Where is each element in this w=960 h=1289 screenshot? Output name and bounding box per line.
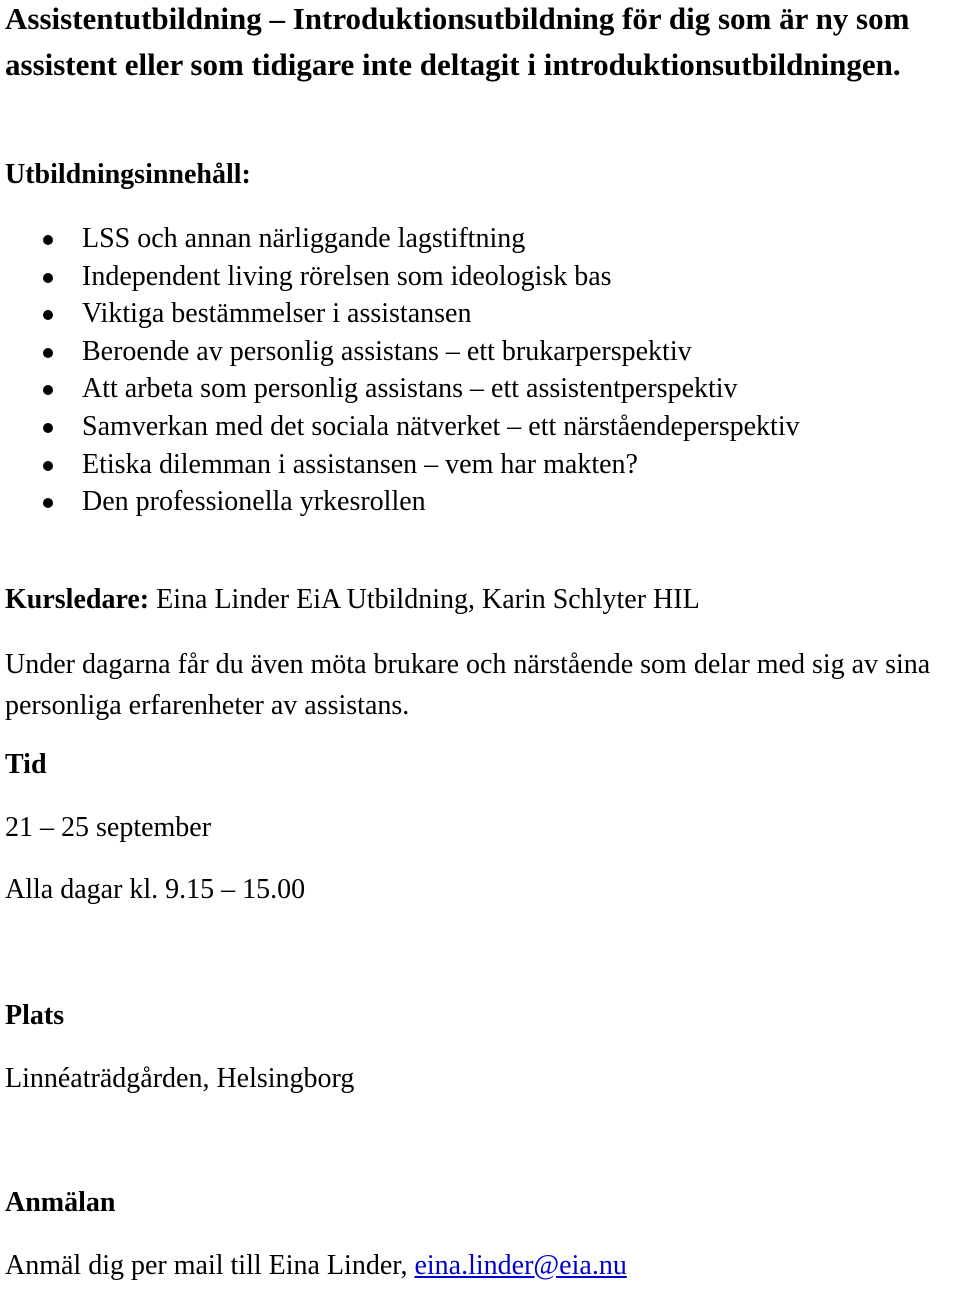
bullet-icon xyxy=(43,348,53,358)
list-item: Independent living rörelsen som ideologisk bas xyxy=(0,258,800,296)
content-list xyxy=(0,220,800,521)
bullet-icon xyxy=(43,235,53,245)
bullet-icon xyxy=(43,423,53,433)
list-item: Samverkan med det sociala nätverket – ett närståendeperspektiv xyxy=(0,408,800,446)
list-item: Etiska dilemman i assistansen – vem har makten? xyxy=(0,446,800,484)
intro-paragraph: Under dagarna får du även möta brukare och närstående som delar med sig av sina personliga erfarenheter av assistans. xyxy=(5,649,931,721)
bullet-icon xyxy=(43,498,53,508)
email-link[interactable]: eina.linder@eia.nu xyxy=(414,1250,627,1281)
registration-heading: Anmälan xyxy=(5,1187,116,1218)
course-leaders-label: Kursledare: xyxy=(5,584,150,615)
time-dates: 21 – 25 september xyxy=(5,812,212,843)
place-value: Linnéaträdgården, Helsingborg xyxy=(5,1063,355,1094)
bullet-icon xyxy=(43,273,53,283)
list-item: Viktiga bestämmelser i assistansen xyxy=(0,295,800,333)
time-hours: Alla dagar kl. 9.15 – 15.00 xyxy=(5,874,306,905)
list-item: LSS och annan närliggande lagstiftning xyxy=(0,220,800,258)
registration-text xyxy=(5,1249,627,1283)
course-leaders-value: Eina Linder EiA Utbildning, Karin Schlyter HIL xyxy=(149,584,700,615)
time-heading: Tid xyxy=(5,749,47,780)
content-heading: Utbildningsinnehåll: xyxy=(5,159,251,190)
bullet-icon xyxy=(43,310,53,320)
list-item: Beroende av personlig assistans – ett brukarperspektiv xyxy=(0,333,800,371)
course-leaders xyxy=(5,583,700,617)
bullet-icon xyxy=(43,461,53,471)
list-item: Den professionella yrkesrollen xyxy=(0,483,800,521)
registration-label: Anmäl dig per mail till Eina Linder, xyxy=(5,1250,415,1281)
bullet-icon xyxy=(43,385,53,395)
list-item: Att arbeta som personlig assistans – ett assistentperspektiv xyxy=(0,370,800,408)
document-title: Assistentutbildning – Introduktionsutbildning för dig som är ny som assistent eller som tidigare inte deltagit i introduktionsutbildningen. xyxy=(5,1,910,82)
place-heading: Plats xyxy=(5,1000,65,1031)
